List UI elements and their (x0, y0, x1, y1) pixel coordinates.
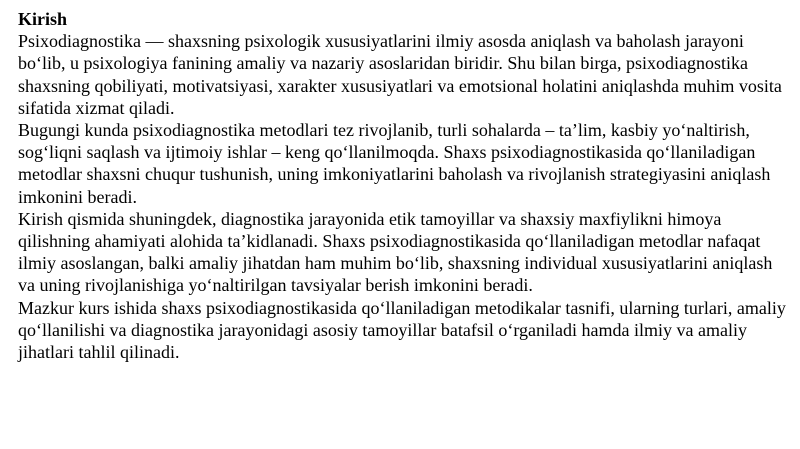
document-page (18, 8, 793, 363)
paragraph-ethics: Kirish qismida shuningdek, diagnostika jarayonida etik tamoyillar va shaxsiy maxfiylikni himoya qilishning ahamiyati alohida ta’kidlanadi. Shaxs psixodiagnostikasida qo‘llaniladigan metodlar nafaqat ilmiy asoslangan, balki amaliy jihatdan ham muhim bo‘lib, shaxsning individual xususiyatlarini aniqlash va uning rivojlanishiga yo‘naltirilgan tavsiyalar berish imkonini beradi. (18, 208, 773, 296)
paragraph-current-development: Bugungi kunda psixodiagnostika metodlari tez rivojlanib, turli sohalarda – ta’lim, kasbiy yo‘naltirish, sog‘liqni saqlash va ijtimoiy ishlar – keng qo‘llanilmoqda. Shaxs psixodiagnostikasida qo‘llaniladigan metodlar shaxsni chuqur tushunish, uning imkoniyatlarini baholash va rivojlanish strategiyasini aniqlash imkonini beradi. (18, 120, 771, 207)
paragraph-definition: Psixodiagnostika — shaxsning psixologik xususiyatlarini ilmiy asosda aniqlash va baholash jarayoni bo‘lib, u psixologiya fanining amaliy va nazariy asoslaridan biridir. Shu bilan birga, psixodiagnostika shaxsning qobiliyati, motivatsiyasi, xarakter xususiyatlari va emotsional holatini aniqlashda muhim vosita sifatida xizmat qiladi. (18, 31, 782, 118)
section-heading: Kirish (18, 9, 68, 29)
paragraph-course-scope: Mazkur kurs ishida shaxs psixodiagnostikasida qo‘llaniladigan metodikalar tasnifi, ularning turlari, amaliy qo‘llanilishi va diagnostika jarayonidagi asosiy tamoyillar batafsil o‘rganiladi hamda ilmiy va amaliy jihatlari tahlil qilinadi. (18, 297, 786, 363)
